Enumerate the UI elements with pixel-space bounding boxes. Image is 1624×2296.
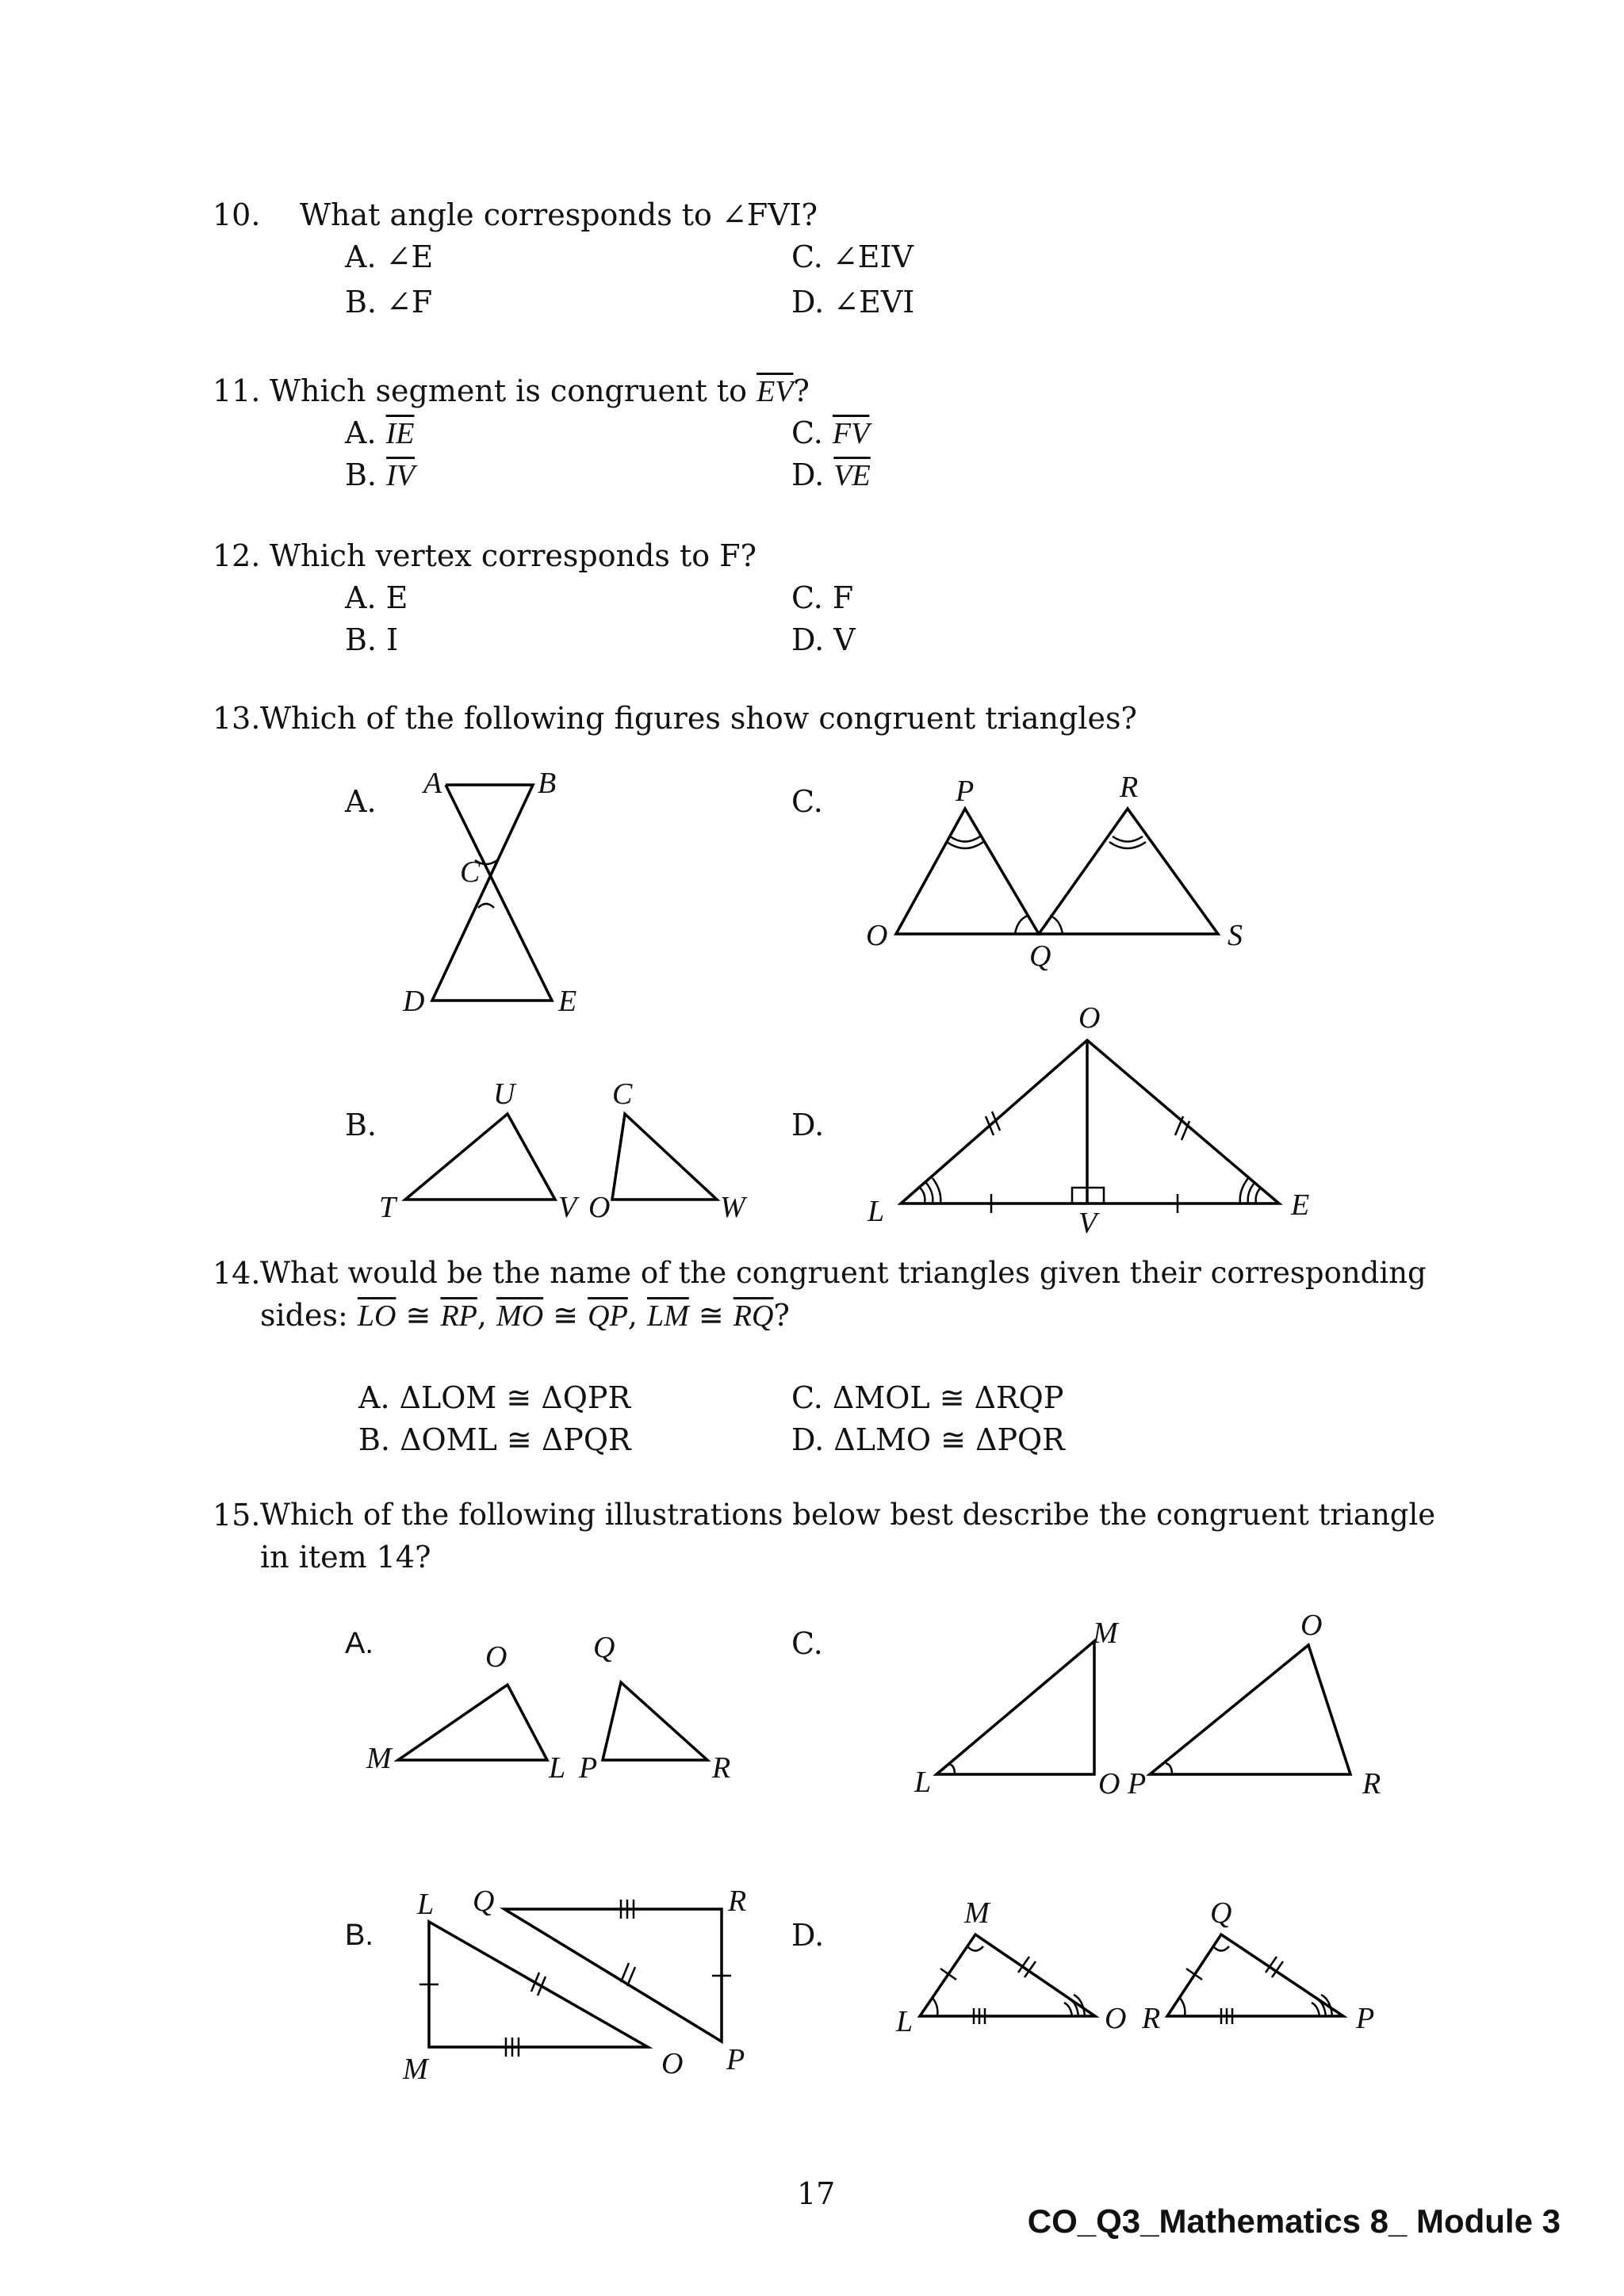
q13a-label: A xyxy=(423,767,442,800)
q15b-label: R xyxy=(728,1885,747,1918)
q14-option-c: C. ΔMOL ≅ ΔRQP xyxy=(791,1380,1064,1415)
q15-option-b-label: B. xyxy=(345,1919,373,1952)
q15-option-c-label: C. xyxy=(791,1626,823,1661)
q13b-label: V xyxy=(558,1191,577,1224)
q13b-label: T xyxy=(379,1191,396,1224)
q12-option-a: A. E xyxy=(345,580,408,615)
q14-line1: What would be the name of the congruent triangles given their corresponding xyxy=(260,1256,1427,1290)
q13-option-b-label: B. xyxy=(345,1108,377,1142)
page-number: 17 xyxy=(797,2176,836,2211)
q10-text: What angle corresponds to ∠FVI? xyxy=(300,197,818,232)
q15d-label: M xyxy=(964,1896,990,1930)
q15a-label: P xyxy=(579,1751,598,1785)
q15-option-a-label: A. xyxy=(345,1627,373,1660)
q15a-label: M xyxy=(366,1742,392,1775)
q13c-label: O xyxy=(866,919,888,952)
q10-option-b: B. ∠F xyxy=(345,285,433,320)
q15b-label: O xyxy=(661,2047,684,2080)
q13b-figure xyxy=(379,1077,748,1224)
q13a-label: B xyxy=(538,767,557,800)
q15-option-d-label: D. xyxy=(791,1918,825,1953)
q13d-label: O xyxy=(1078,1001,1101,1035)
q13b-label: U xyxy=(493,1077,515,1111)
q10-number: 10. xyxy=(213,197,261,232)
q15d-label: P xyxy=(1356,2002,1375,2035)
q15c-label: M xyxy=(1093,1617,1118,1650)
q15b-figure xyxy=(402,1885,746,2086)
q14-number: 14. xyxy=(213,1256,261,1291)
q13-option-c-label: C. xyxy=(791,784,823,819)
q15a-figure xyxy=(366,1631,730,1785)
q14-line2: sides: $\overline{LO}$ ≅ $\overline{RP}$, $\overline{MO}$ ≅ $\overline{QP}$, $\overline{LM}$ ≅ $\overline{RQ}$? xyxy=(260,1298,790,1333)
q13c-figure xyxy=(866,771,1243,973)
q15a-label: L xyxy=(549,1751,566,1785)
q11-option-c: C. $\overline{FV}$ xyxy=(791,415,870,450)
q11-option-d: D. $\overline{VE}$ xyxy=(791,457,871,492)
q13c-label: S xyxy=(1228,919,1243,952)
q13d-figure xyxy=(867,1001,1309,1240)
q15a-label: Q xyxy=(593,1631,615,1664)
q15-number: 15. xyxy=(213,1498,261,1533)
q15a-label: R xyxy=(712,1751,731,1785)
q11-number: 11. xyxy=(213,373,261,408)
q13b-label: O xyxy=(588,1191,611,1224)
q14-option-d: D. ΔLMO ≅ ΔPQR xyxy=(791,1422,1065,1457)
q13a-label: E xyxy=(558,985,577,1018)
q10-option-a: A. ∠E xyxy=(345,239,434,274)
q15d-label: R xyxy=(1142,2002,1161,2035)
q13b-label: W xyxy=(720,1191,745,1224)
module-footer: CO_Q3_Mathematics 8_ Module 3 xyxy=(1027,2202,1561,2240)
q13-option-d-label: D. xyxy=(791,1108,825,1142)
q11-text-post: ? xyxy=(793,373,810,408)
q10-option-c: C. ∠EIV xyxy=(791,239,914,274)
q13d-label: E xyxy=(1291,1188,1310,1222)
q15b-label: P xyxy=(726,2043,745,2076)
q15c-label: R xyxy=(1362,1767,1381,1800)
q13-text: Which of the following figures show congruent triangles? xyxy=(260,701,1137,736)
q15b-label: Q xyxy=(473,1885,495,1918)
q13d-label: V xyxy=(1078,1207,1097,1240)
q15d-figure xyxy=(895,1896,1374,2038)
q15c-label: O xyxy=(1098,1767,1120,1800)
q15b-label: M xyxy=(403,2053,428,2086)
q13c-label: R xyxy=(1120,771,1139,804)
q15c-label: L xyxy=(914,1766,932,1799)
q13c-label: Q xyxy=(1029,939,1051,973)
q15b-label: L xyxy=(417,1888,435,1921)
q13c-label: P xyxy=(956,775,975,808)
q12-option-b: B. I xyxy=(345,622,399,657)
q13a-label: D xyxy=(403,985,425,1018)
q11-segment: $\overline{EV}$ xyxy=(756,375,794,408)
q15-line2: in item 14? xyxy=(260,1540,431,1575)
q10-option-d: D. ∠EVI xyxy=(791,285,915,320)
q12-text: Which vertex corresponds to F? xyxy=(270,538,756,573)
q13a-figure xyxy=(402,767,576,1018)
q15d-label: L xyxy=(896,2005,914,2038)
q11-option-a: A. $\overline{IE}$ xyxy=(345,415,415,450)
q13d-label: L xyxy=(868,1195,885,1228)
q14-option-b: B. ΔOML ≅ ΔPQR xyxy=(358,1422,631,1457)
q11-text-pre: Which segment is congruent to xyxy=(270,373,757,408)
q15c-label: O xyxy=(1300,1609,1323,1642)
q13b-label: C xyxy=(612,1077,633,1111)
q15d-label: O xyxy=(1105,2002,1127,2035)
q13-option-a-label: A. xyxy=(345,784,377,819)
q15c-figure xyxy=(914,1609,1381,1800)
q15c-label: P xyxy=(1128,1767,1147,1800)
q15d-label: Q xyxy=(1210,1896,1232,1930)
q11-option-b: B. $\overline{IV}$ xyxy=(345,457,415,492)
q14-option-a: A. ΔLOM ≅ ΔQPR xyxy=(358,1380,631,1415)
q12-option-c: C. F xyxy=(791,580,854,615)
q13a-label: C xyxy=(460,855,481,889)
q15-line1: Which of the following illustrations below best describe the congruent triangle xyxy=(260,1498,1436,1532)
q12-option-d: D. V xyxy=(791,622,856,657)
q12-number: 12. xyxy=(213,538,261,573)
q13-number: 13. xyxy=(213,701,261,736)
q15a-label: O xyxy=(485,1640,508,1674)
